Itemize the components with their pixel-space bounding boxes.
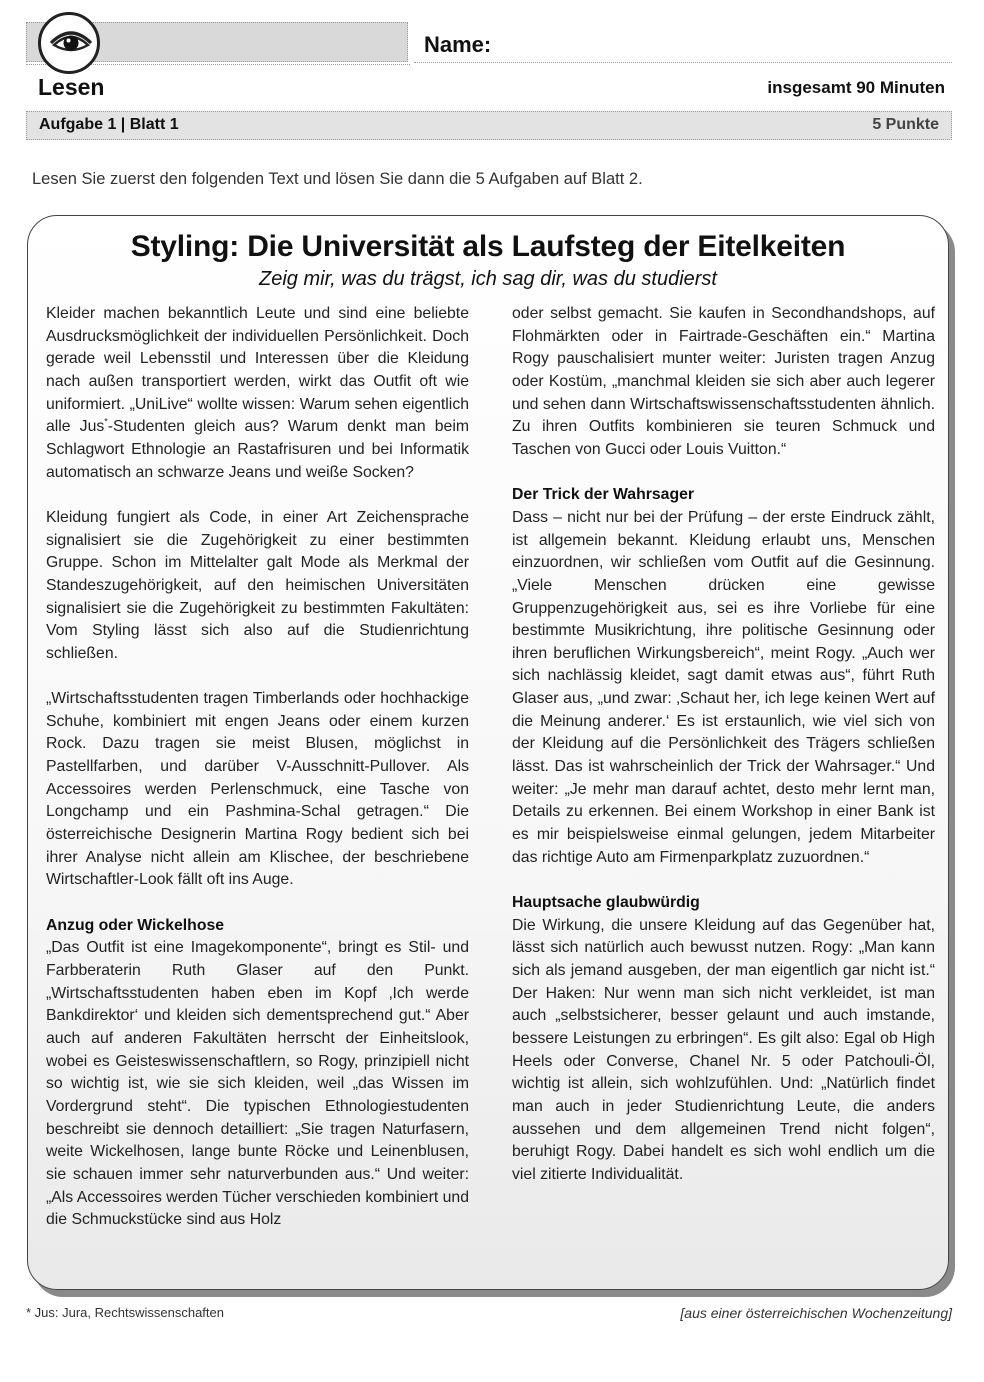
section-heading-anzug: Anzug oder Wickelhose (46, 916, 225, 934)
paragraph-secondhand: oder selbst gemacht. Sie kaufen in Secondhandshops, auf Flohmärkten oder in Fairtrade-Geschäften ein.“ Martina Rogy pauschalisiert munter weiter: Juristen tragen Anzug oder Kostüm, „manchmal kleiden sie sich aber auch legerer und sehen dann Wirtschaftswissenschaftsstudenten ähnlich. Zu ihren Outfits kombinieren sie teuren Schmuck und Taschen von Gucci oder Louis Vuitton.“ (512, 305, 935, 458)
points-label: 5 Punkte (872, 116, 939, 133)
article-subtitle: Zeig mir, was du trägst, ich sag dir, was du studierst (259, 268, 717, 290)
article-column-left (46, 303, 469, 1232)
paragraph-wirtschaft: „Wirtschaftsstudenten tragen Timberlands oder hochhackige Schuhe, kombiniert mit engen Jeans oder einem kurzen Rock. Dazu tragen sie meist Blusen, möglichst in Pastellfarben, und darüber V-Ausschnitt-Pullover. Als Accessoires werden Perlenschmuck, eine Tasche von Longchamp und ein Pashmina-Schal getragen.“ Die österreichische Designerin Martina Rogy bedient sich bei ihrer Analyse nicht allein am Klischee, der beschriebene Wirtschaftler-Look fällt oft ins Auge. (46, 690, 469, 889)
eye-icon (38, 12, 100, 74)
paragraph-intro: Kleider machen bekanntlich Leute und sind eine beliebte Ausdrucksmöglichkeit der individuellen Persönlichkeit. Doch gerade weil Lebensstil und Interessen über die Kleidung nach außen transportiert werden, wirkt das Outfit oft wie uniformiert. „UniLive“ wollte wissen: Warum sehen eigentlich alle Jus*-Studenten gleich aus? Warum denkt man beim Schlagwort Ethnologie an Rastafrisuren und bei Informatik automatisch an schwarze Jeans und weiße Socken? (46, 305, 470, 481)
duration-label: insgesamt 90 Minuten (767, 78, 945, 97)
task-label: Aufgabe 1 | Blatt 1 (39, 116, 179, 133)
task-bar (26, 111, 952, 140)
paragraph-code: Kleidung fungiert als Code, in einer Art Zeichensprache signalisiert sie die Zugehörigkeit zu einer bestimmten Gruppe. Schon im Mittelalter galt Mode als Merkmal der Standeszugehörigkeit, auf den heimischen Universitäten signalisiert sie die Zugehörigkeit zu bestimmten Fakultäten: Vom Styling lässt sich also auf die Studienrichtung schließen. (46, 508, 469, 662)
section-heading-trick: Der Trick der Wahrsager (512, 486, 695, 504)
footnote: * Jus: Jura, Rechtswissenschaften (26, 1305, 224, 1320)
paragraph-wirkung: Die Wirkung, die unsere Kleidung auf das Gegenüber hat, lässt sich natürlich auch bewusst nutzen. Rogy: „Man kann sich als jemand ausgeben, der man eigentlich gar nicht ist.“ Der Haken: Nur wenn man sich nicht verkleidet, ist man auch „selbstsicherer, besser gelaunt und auch imstande, bessere Leistungen zu erbringen“. Es gilt also: Egal ob High Heels oder Converse, Chanel Nr. 5 oder Patchouli-Öl, wichtig ist allein, sich wohlzufühlen. Und: „Natürlich findet man auch in jeder Studienrichtung Leute, die anders aussehen und dem allgemeinen Trend nicht folgen“, beruhigt Rogy. Dabei handelt es sich wohl endlich um die viel zitierte Individualität. (512, 916, 935, 1183)
name-label: Name: (424, 32, 492, 57)
article-box (27, 215, 949, 1290)
paragraph-outfit: „Das Outfit ist eine Imagekomponente“, bringt es Stil- und Farbberaterin Ruth Glaser auf den Punkt. „Wirtschaftsstudenten haben eben im Kopf ‚Ich werde Bankdirektor‘ und kleiden sich dementsprechend gut.“ Aber auch auf anderen Fakultäten herrscht der Einheitslook, wobei es Geisteswissenschaftlern, so Rogy, prinzipiell nicht so wichtig ist, wie sie sich kleiden, weil „das Wissen im Vordergrund steht“. Die typischen Ethnologiestudenten beschreibt sie dennoch detailliert: „Sie tragen Naturfasern, weite Wickelhosen, lange bunte Röcke und Leinenblusen, sie schauen immer sehr naturverbunden aus.“ Und weiter: „Als Accessoires werden Tücher verschieden kombiniert und die Schmuckstücke sind aus Holz (46, 939, 469, 1229)
subject-title: Lesen (38, 74, 105, 100)
article-title: Styling: Die Universität als Laufsteg der Eitelkeiten (130, 230, 846, 263)
paragraph-eindruck: Dass – nicht nur bei der Prüfung – der erste Eindruck zählt, ist allgemein bekannt. Kleidung erlaubt uns, Menschen einzuordnen, wir schließen vom Outfit auf die Gesinnung. „Viele Menschen drücken eine gewisse Gruppenzugehörigkeit aus, sei es ihre Vorliebe für eine bestimmte Musikrichtung, ihre politische Gesinnung oder ihren beruflichen Wirkungsbereich“, meint Rogy. „Auch wer sich nachlässig kleidet, sagt damit etwas aus“, führt Ruth Glaser aus, „und zwar: ‚Schaut her, ich lege keinen Wert auf die Meinung anderer.‘ Es ist erstaunlich, wie viel sich von der Kleidung auf die Persönlichkeit des Trägers schließen lässt. Das ist wahrscheinlich der Trick der Wahrsager.“ Und weiter: „Je mehr man darauf achtet, desto mehr lernt man, Details zu erkennen. Bei einem Workshop in einer Bank ist es mir beispielsweise einmal gelungen, jedem Mitarbeiter das richtige Auto am Firmenparkplatz zuzuordnen.“ (512, 508, 935, 866)
name-input-line[interactable] (414, 62, 952, 63)
instruction-text: Lesen Sie zuerst den folgenden Text und lösen Sie dann die 5 Aufgaben auf Blatt 2. (32, 170, 643, 188)
section-heading-glaubwuerdig: Hauptsache glaubwürdig (512, 894, 700, 912)
article-column-right (512, 303, 935, 1187)
source-citation: [aus einer österreichischen Wochenzeitung] (680, 1305, 952, 1321)
footnote-marker: * (104, 417, 108, 428)
